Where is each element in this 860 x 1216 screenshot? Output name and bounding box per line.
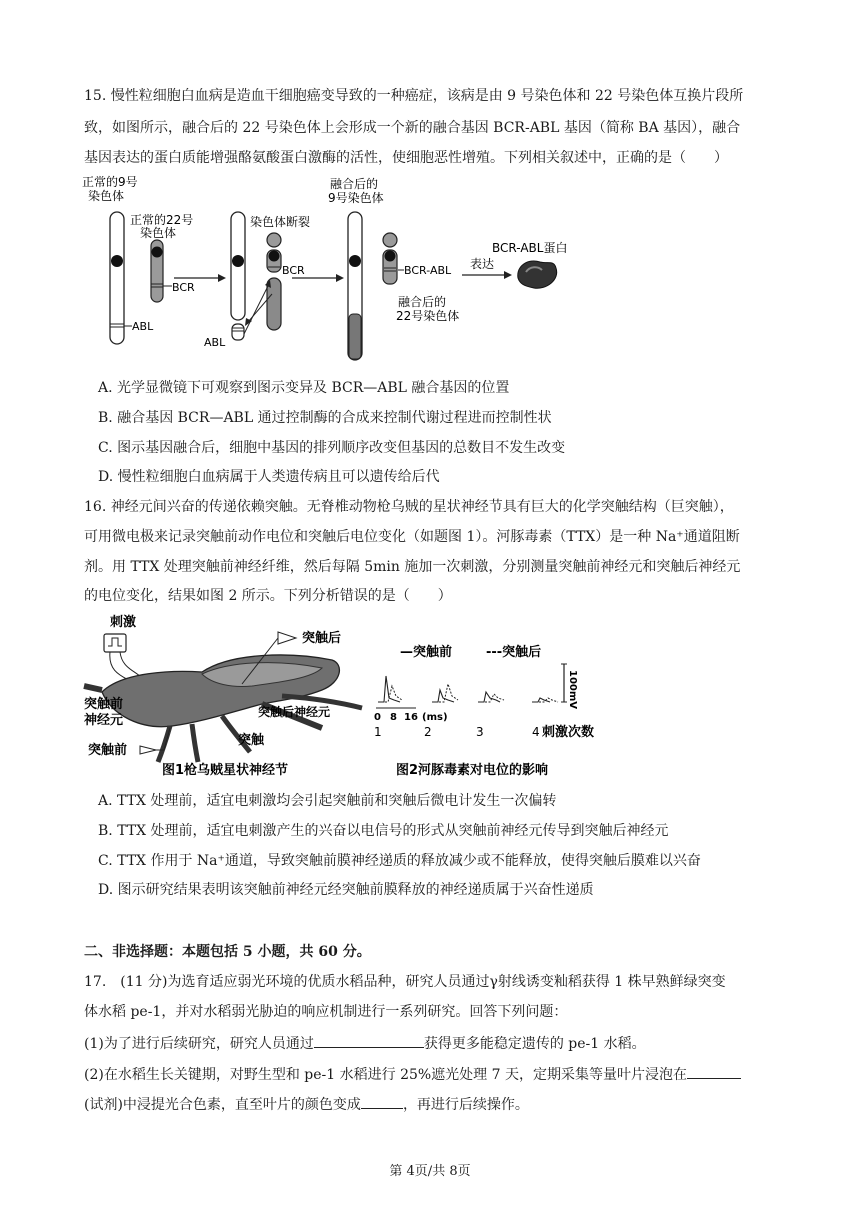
q17-part-2: [84, 1063, 784, 1085]
q15-option-c: C. 图示基因融合后，细胞中基因的排列顺序改变但基因的总数目不发生改变: [98, 440, 566, 456]
fig1-label-postsynaptic: 突触后: [302, 631, 342, 646]
q17-part-2-text-a: (2)在水稻生长关键期，对野生型和 pe-1 水稻进行 25%遮光处理 7 天，定期采集等量叶片浸泡在: [84, 1067, 687, 1083]
q15-option-b: B. 融合基因 BCR—ABL 通过控制酶的合成来控制代谢过程进而控制性状: [98, 410, 552, 426]
svg-text:0: 0: [374, 712, 381, 723]
label-fused-chr9-2: 9号染色体: [328, 191, 384, 205]
label-fused-chr22: 融合后的: [398, 295, 447, 309]
fig1-label-postsynaptic-neuron: 突触后神经元: [258, 705, 331, 719]
q16-stem-line-2: 可用微电极来记录突触前动作电位和突触后电位变化（如题图 1）。河豚毒素（TTX）是一种 Na⁺通道阻断: [84, 529, 740, 545]
label-bcr-1: BCR: [172, 281, 195, 294]
fig2-trial-3: 3: [476, 725, 484, 739]
fig1-label-presynaptic-neuron-2: 神经元: [84, 713, 124, 728]
fig2-trial-2: 2: [424, 725, 432, 739]
label-fused-chr9: 融合后的: [330, 177, 379, 191]
q16-figure-2-ttx-effect: [372, 636, 612, 782]
label-express: 表达: [470, 257, 495, 271]
q16-option-d: D. 图示研究结果表明该突触前神经元经突触前膜释放的神经递质属于兴奋性递质: [98, 882, 594, 898]
fig2-legend-postsynaptic: ---突触后: [486, 645, 542, 660]
fig2-caption: 图2河豚毒素对电位的影响: [396, 763, 549, 778]
label-chr9-normal-2: 染色体: [88, 189, 125, 203]
fig2-legend-presynaptic: —突触前: [400, 645, 453, 660]
q16-option-c: C. TTX 作用于 Na⁺通道，导致突触前膜神经递质的释放减少或不能释放，使得突触后膜难以兴奋: [98, 853, 701, 869]
q17-part-3-text-a: (试剂)中浸提光合色素，直至叶片的颜色变成: [84, 1097, 361, 1113]
label-chromosome-break: 染色体断裂: [250, 215, 311, 229]
q16-stem-line-4: 的电位变化，结果如图 2 所示。下列分析错误的是（ ）: [84, 588, 452, 604]
label-chr9-normal: 正常的9号: [82, 175, 138, 189]
q15-chromosome-figure: [80, 174, 600, 370]
fig2-trial-4: 4: [532, 725, 540, 739]
label-bcr-abl-protein: BCR-ABL蛋白: [492, 241, 568, 255]
q16-stem-line-1: 16. 神经元间兴奋的传递依赖突触。无脊椎动物枪乌贼的星状神经节具有巨大的化学突触结构（巨突触），: [84, 499, 734, 515]
label-abl-2: ABL: [204, 336, 226, 349]
label-chr22-normal-2: 染色体: [140, 226, 177, 240]
answer-blank-1[interactable]: [314, 1032, 424, 1048]
fig1-label-presynaptic-neuron: 突触前: [84, 697, 124, 712]
q16-figure-1-stellate-ganglion: [82, 612, 372, 782]
svg-text:16: 16: [404, 712, 418, 723]
q17-part-1-text-a: (1)为了进行后续研究，研究人员通过: [84, 1036, 314, 1052]
label-fused-chr22-2: 22号染色体: [396, 309, 460, 323]
answer-blank-3[interactable]: [361, 1093, 403, 1109]
fig2-x-label: 刺激次数: [542, 725, 595, 740]
q15-option-a: A. 光学显微镜下可观察到图示变异及 BCR—ABL 融合基因的位置: [98, 380, 510, 396]
q17-part-1: [84, 1032, 784, 1054]
q16-option-b: B. TTX 处理前，适宜电刺激产生的兴奋以电信号的形式从突触前神经元传导到突触后神经元: [98, 823, 669, 839]
label-chr22-normal: 正常的22号: [130, 213, 194, 227]
q15-option-d: D. 慢性粒细胞白血病属于人类遗传病且可以遗传给后代: [98, 469, 440, 485]
label-bcr-abl: BCR-ABL: [404, 264, 452, 277]
svg-text:(ms): (ms): [422, 712, 448, 723]
section-2-heading: 二、非选择题：本题包括 5 小题，共 60 分。: [84, 944, 371, 960]
svg-text:8: 8: [390, 712, 397, 723]
answer-blank-2[interactable]: [687, 1063, 741, 1079]
q16-option-a: A. TTX 处理前，适宜电刺激均会引起突触前和突触后微电计发生一次偏转: [98, 793, 557, 809]
q17-part-3: [84, 1093, 784, 1115]
q16-stem-line-3: 剂。用 TTX 处理突触前神经纤维，然后每隔 5min 施加一次刺激，分别测量突触前神经元和突触后神经元: [84, 559, 741, 575]
fig2-scale-bar: 100mV: [567, 670, 578, 710]
label-abl-1: ABL: [132, 320, 154, 333]
q15-stem-line-3: 基因表达的蛋白质能增强酪氨酸蛋白激酶的活性，使细胞恶性增殖。下列相关叙述中，正确的是（ ）: [84, 150, 728, 166]
q17-part-1-text-b: 获得更多能稳定遗传的 pe-1 水稻。: [423, 1036, 646, 1052]
fig1-caption: 图1枪乌贼星状神经节: [162, 763, 289, 778]
fig2-trial-1: 1: [374, 725, 382, 739]
label-bcr-2: BCR: [282, 264, 305, 277]
q17-stem-line-1: 17. (11 分)为选育适应弱光环境的优质水稻品种，研究人员通过γ射线诱变籼稻获得 1 株早熟鲜绿突变: [84, 974, 726, 990]
q17-stem-line-2: 体水稻 pe-1，并对水稻弱光胁迫的响应机制进行一系列研究。回答下列问题：: [84, 1004, 568, 1020]
q17-part-3-text-b: ，再进行后续操作。: [402, 1097, 529, 1113]
q15-stem-line-1: 15. 慢性粒细胞白血病是造血干细胞癌变导致的一种癌症，该病是由 9 号染色体和 22 号染色体互换片段所: [84, 88, 744, 104]
fig1-label-stimulus: 刺激: [110, 615, 137, 630]
q15-stem-line-2: 致，如图所示，融合后的 22 号染色体上会形成一个新的融合基因 BCR-ABL 基因（简称 BA 基因），融合: [84, 120, 741, 136]
fig1-label-presynaptic: 突触前: [88, 743, 128, 758]
fig1-label-synapse: 突触: [238, 733, 265, 748]
page-number: 第 4页/共 8页: [389, 1164, 471, 1179]
